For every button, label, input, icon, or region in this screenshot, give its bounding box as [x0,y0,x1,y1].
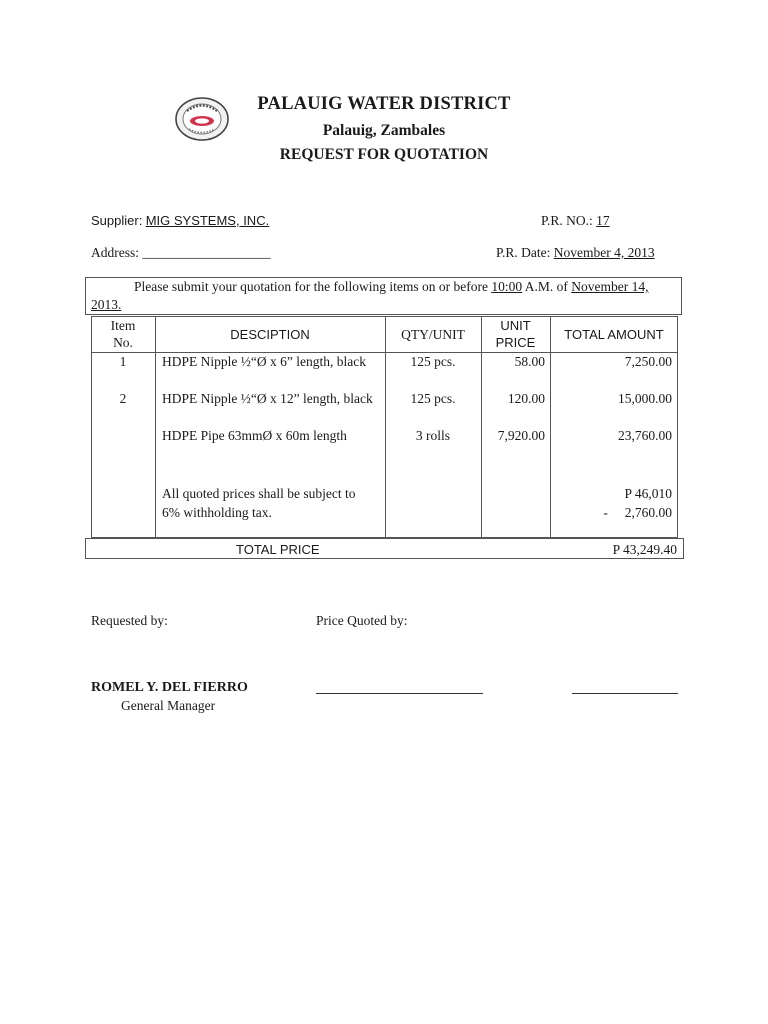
withholding-note-line2: 6% withholding tax. [162,505,272,520]
requested-by-title: General Manager [121,698,216,713]
signature-line-date [572,693,678,694]
intro-text [134,279,680,295]
row-description: HDPE Nipple ½“Ø x 12” length, black [162,391,373,406]
pr-date-line [496,245,655,261]
header-total-amount: TOTAL AMOUNT [564,327,664,342]
withholding-note-line1: All quoted prices shall be subject to [162,486,356,501]
pr-date-label: P.R. Date: [496,245,551,260]
intro-text-mid: A.M. of [522,279,572,294]
supplier-line [91,213,269,229]
tax-deduction-value: - 2,760.00 [603,505,672,520]
pr-number-label: P.R. NO.: [541,213,593,228]
intro-date-part2: 2013. [91,297,122,312]
row-qty: 125 pcs. [410,354,456,369]
header-item-no-line1: Item [110,318,136,333]
header-unit-price [481,317,550,351]
header-qty: QTY/UNIT [401,327,465,342]
table-col-divider [155,316,156,538]
header-description: DESCIPTION [230,327,310,342]
supplier-label: Supplier: [91,213,143,228]
row-total: 23,760.00 [618,428,672,443]
row-item-no: 2 [119,391,127,406]
intro-text-before: Please submit your quotation for the following items on or before [134,279,492,294]
pr-date-value: November 4, 2013 [553,245,655,260]
subtotal-value: P 46,010 [624,486,672,501]
row-unit-price: 120.00 [507,391,545,406]
supplier-value: MIG SYSTEMS, INC. [145,213,270,228]
header-item-no [91,317,155,351]
district-location: Palauig, Zambales [322,122,446,139]
row-total: 15,000.00 [618,391,672,406]
price-quoted-by-label: Price Quoted by: [316,613,408,628]
address-line [91,245,271,261]
row-total: 7,250.00 [624,354,672,369]
document-title: REQUEST FOR QUOTATION [279,146,489,163]
row-item-no: 1 [119,354,127,369]
header-item-no-line2: No. [113,335,133,350]
address-label: Address: [91,245,139,260]
row-description: HDPE Nipple ½“Ø x 6” length, black [162,354,366,369]
row-unit-price: 7,920.00 [497,428,545,443]
pr-number-line [541,213,610,229]
total-price-value: P 43,249.40 [612,542,677,557]
intro-time: 10:00 [491,279,523,294]
intro-date-part1: November 14, [571,279,649,294]
pr-number-value: 17 [596,213,610,228]
header-unit-price-line1: UNIT [500,318,531,333]
row-qty: 3 rolls [415,428,451,443]
row-unit-price: 58.00 [514,354,545,369]
header-unit-price-line2: PRICE [495,335,536,350]
requested-by-name: ROMEL Y. DEL FIERRO [91,680,248,695]
row-description: HDPE Pipe 63mmØ x 60m length [162,428,347,443]
total-price-label: TOTAL PRICE [236,542,320,557]
requested-by-label: Requested by: [91,613,168,628]
district-name: PALAUIG WATER DISTRICT [257,94,511,114]
address-value: ___________________ [142,245,271,260]
row-qty: 125 pcs. [410,391,456,406]
signature-line-quoted-by [316,693,483,694]
withholding-note [162,485,386,521]
